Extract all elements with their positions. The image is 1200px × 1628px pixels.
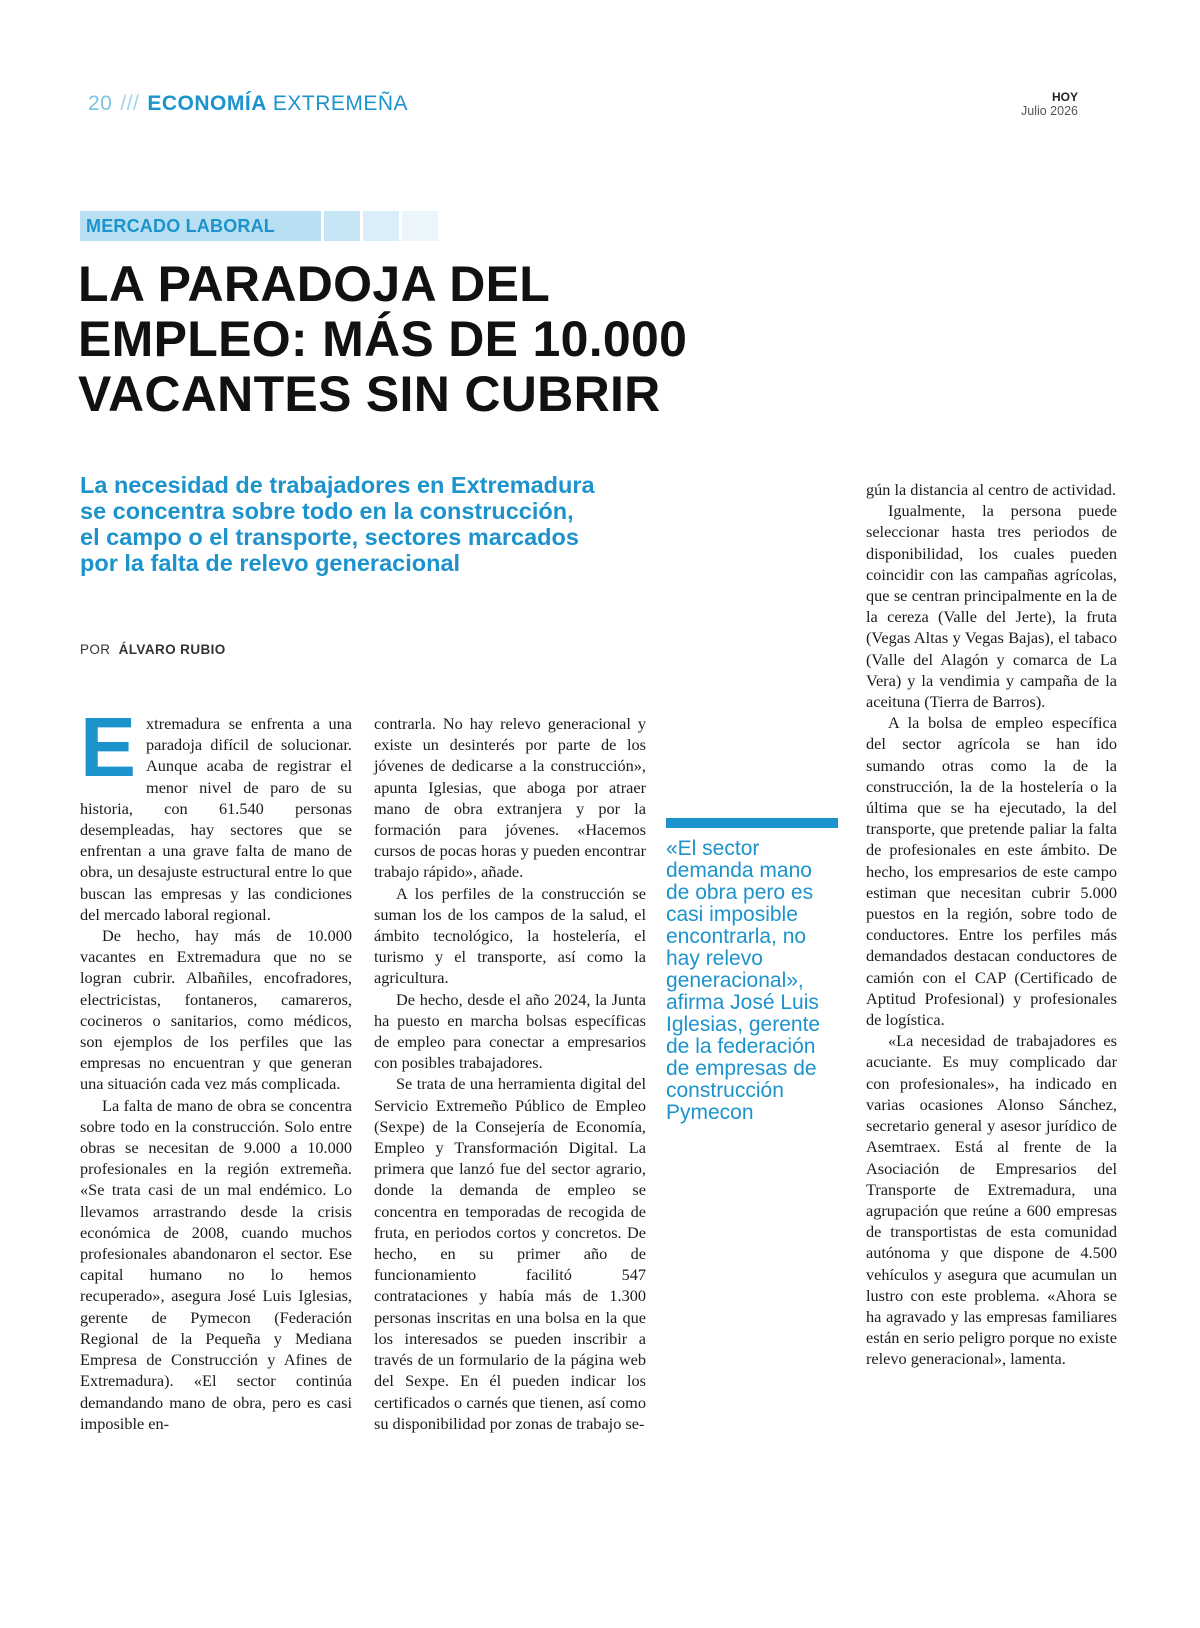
kicker-decor-block	[363, 211, 399, 241]
pull-quote-line: hay relevo	[666, 947, 763, 970]
pull-quote-line: encontrarla, no	[666, 925, 807, 948]
pull-quote	[666, 838, 851, 1124]
body-paragraph: A la bolsa de empleo específica del sector agrícola se han ido sumando otras como la de la construcción, la de la hostelería o la última que se ha ejecutado, la del transporte, que pretende paliar la falta de profesionales en este ámbito. De hecho, los empresarios de este campo estiman que necesitan cubrir 5.000 puestos en la región, sobre todo de conductores. Entre los perfiles más demandados destacan conductores de camión con el CAP (Certificado de Aptitud Profesional) y profesionales de logística.	[866, 713, 1117, 1030]
pull-quote-line: «El sector	[666, 837, 760, 860]
byline-prefix: POR	[80, 642, 111, 657]
masthead	[1021, 90, 1078, 118]
pull-quote-line: de empresas de	[666, 1057, 817, 1080]
publication-name: HOY	[1051, 90, 1078, 104]
pull-quote-line: de la federación	[666, 1035, 816, 1058]
body-paragraph: La falta de mano de obra se concentra sobre todo en la construcción. Solo entre obras se necesitan de 9.000 a 10.000 profesionales en la región extremeña. «Se trata casi de un mal endémico. Lo llevamos arrastrando desde la crisis económica de 2008, cuando muchos profesionales abandonaron el sector. Ese capital humano no lo hemos recuperado», asegura José Luis Iglesias, gerente de Pymecon (Federación Regional de la Pequeña y Mediana Empresa de Construcción y Afines de Extremadura). «El sector continúa demandando mano de obra, pero es casi imposible en-	[80, 1095, 352, 1433]
headline-line: EMPLEO: MÁS DE 10.000	[78, 311, 688, 367]
pull-quote-line: de obra pero es	[666, 881, 814, 904]
author-name: ÁLVARO RUBIO	[118, 642, 226, 657]
subtitle	[80, 472, 700, 576]
subtitle-line: por la falta de relevo generacional	[80, 550, 461, 576]
section-name: ECONOMÍA	[147, 92, 267, 115]
subtitle-line: el campo o el transporte, sectores marcados	[80, 524, 579, 550]
pull-quote-line: Pymecon	[666, 1101, 754, 1124]
header-separator: ///	[120, 92, 140, 115]
body-paragraph: «La necesidad de trabajadores es acuciante. Es muy complicado dar con profesionales», ha indicado en varias ocasiones Alonso Sánchez, secretario general y asesor jurídico de Asemtraex. Está al frente de la Asociación de Empresarios del Transporte de Extremadura, una agrupación que reúne a 600 empresas de transportistas de esta comunidad autónoma y que dispone de 4.500 vehículos y asegura que acumulan un lustro con este problema. «Ahora se ha agravado y las empresas familiares están en serio peligro porque no existe relevo generacional», lamenta.	[866, 1031, 1117, 1369]
body-column-1	[80, 700, 352, 1434]
byline	[80, 642, 226, 657]
pull-quote-line: afirma José Luis	[666, 991, 819, 1014]
body-column-3	[866, 479, 1117, 1370]
kicker-decor-block	[324, 211, 360, 241]
pull-quote-bar	[666, 818, 838, 828]
pull-quote-line: demanda mano	[666, 859, 812, 882]
kicker	[80, 211, 440, 241]
body-paragraph: A los perfiles de la construcción se suman los de los campos de la salud, el ámbito tecnológico, la hostelería, el turismo y el transporte, así como la agricultura.	[374, 883, 646, 988]
pull-quote-line: construcción	[666, 1079, 784, 1102]
body-column-2	[374, 713, 646, 1434]
pull-quote-line: generacional»,	[666, 969, 804, 992]
body-paragraph: contrarla. No hay relevo generacional y existe un desinterés por parte de los jóvenes de dedicarse a la construcción», apunta Iglesias, que aboga por atraer mano de obra extranjera y por la formación para jóvenes. «Hacemos cursos de pocas horas y pueden encontrar trabajo rápido», añade.	[374, 714, 646, 882]
body-paragraph: Se trata de una herramienta digital del Servicio Extremeño Público de Empleo (Sexpe) de la Consejería de Economía, Empleo y Transformación Digital. La primera que lanzó fue del sector agrario, donde la demanda de empleo se concentra en temporadas de recogida de fruta, en periodos cortos y concretos. De hecho, en su primer año de funcionamiento facilitó 547 contrataciones y había más de 1.300 personas inscritas en una bolsa en la que los interesados se pueden inscribir a través de un formulario de la página web del Sexpe. En él pueden indicar los certificados o carnés que tienen, así como su disponibilidad por zonas de trabajo se-	[374, 1074, 646, 1433]
pull-quote-line: Iglesias, gerente	[666, 1013, 821, 1036]
section-subname: EXTREMEÑA	[272, 92, 409, 115]
body-paragraph: Igualmente, la persona puede seleccionar hasta tres periodos de disponibilidad, los cuales pueden coincidir con las campañas agrícolas, que se centran principalmente en la de la cereza (Valle del Jerte), la fruta (Vegas Altas y Vegas Bajas), el tabaco (Valle del Alagón y comarca de La Vera) y la vendimia y campaña de la aceituna (Tierra de Barros).	[866, 501, 1117, 712]
kicker-label: MERCADO LABORAL	[80, 211, 321, 241]
headline-line: LA PARADOJA DEL	[78, 256, 551, 312]
section-header	[88, 92, 408, 116]
drop-cap: E	[80, 700, 137, 794]
kicker-decor-block	[402, 211, 438, 241]
subtitle-line: La necesidad de trabajadores en Extremadura	[80, 472, 595, 498]
paragraph-text: xtremadura se enfrenta a una paradoja difícil de solucionar. Aunque acaba de registrar el menor nivel de paro de su historia, con 61.540 personas desempleadas, hay sectores que se enfrentan a una grave falta de mano de obra, un desajuste estructural entre lo que buscan las empresas y las condiciones del mercado laboral regional.	[80, 714, 352, 924]
issue-date: Julio 2026	[1021, 104, 1078, 118]
body-paragraph: De hecho, hay más de 10.000 vacantes en Extremadura que no se logran cubrir. Albañiles, encofradores, electricistas, fontaneros, camareros, cocineros o sanitarios, como médicos, son ejemplos de los perfiles que las empresas no encuentran y que generan una situación cada vez más complicada.	[80, 926, 352, 1094]
headline	[78, 257, 798, 422]
body-paragraph: gún la distancia al centro de actividad.	[866, 480, 1116, 499]
pull-quote-line: casi imposible	[666, 903, 798, 926]
subtitle-line: se concentra sobre todo en la construcción,	[80, 498, 574, 524]
body-paragraph	[80, 700, 352, 925]
body-paragraph: De hecho, desde el año 2024, la Junta ha puesto en marcha bolsas específicas de empleo para conectar a empresarios con posibles trabajadores.	[374, 989, 646, 1073]
headline-line: VACANTES SIN CUBRIR	[78, 366, 661, 422]
page-number: 20	[88, 92, 113, 115]
